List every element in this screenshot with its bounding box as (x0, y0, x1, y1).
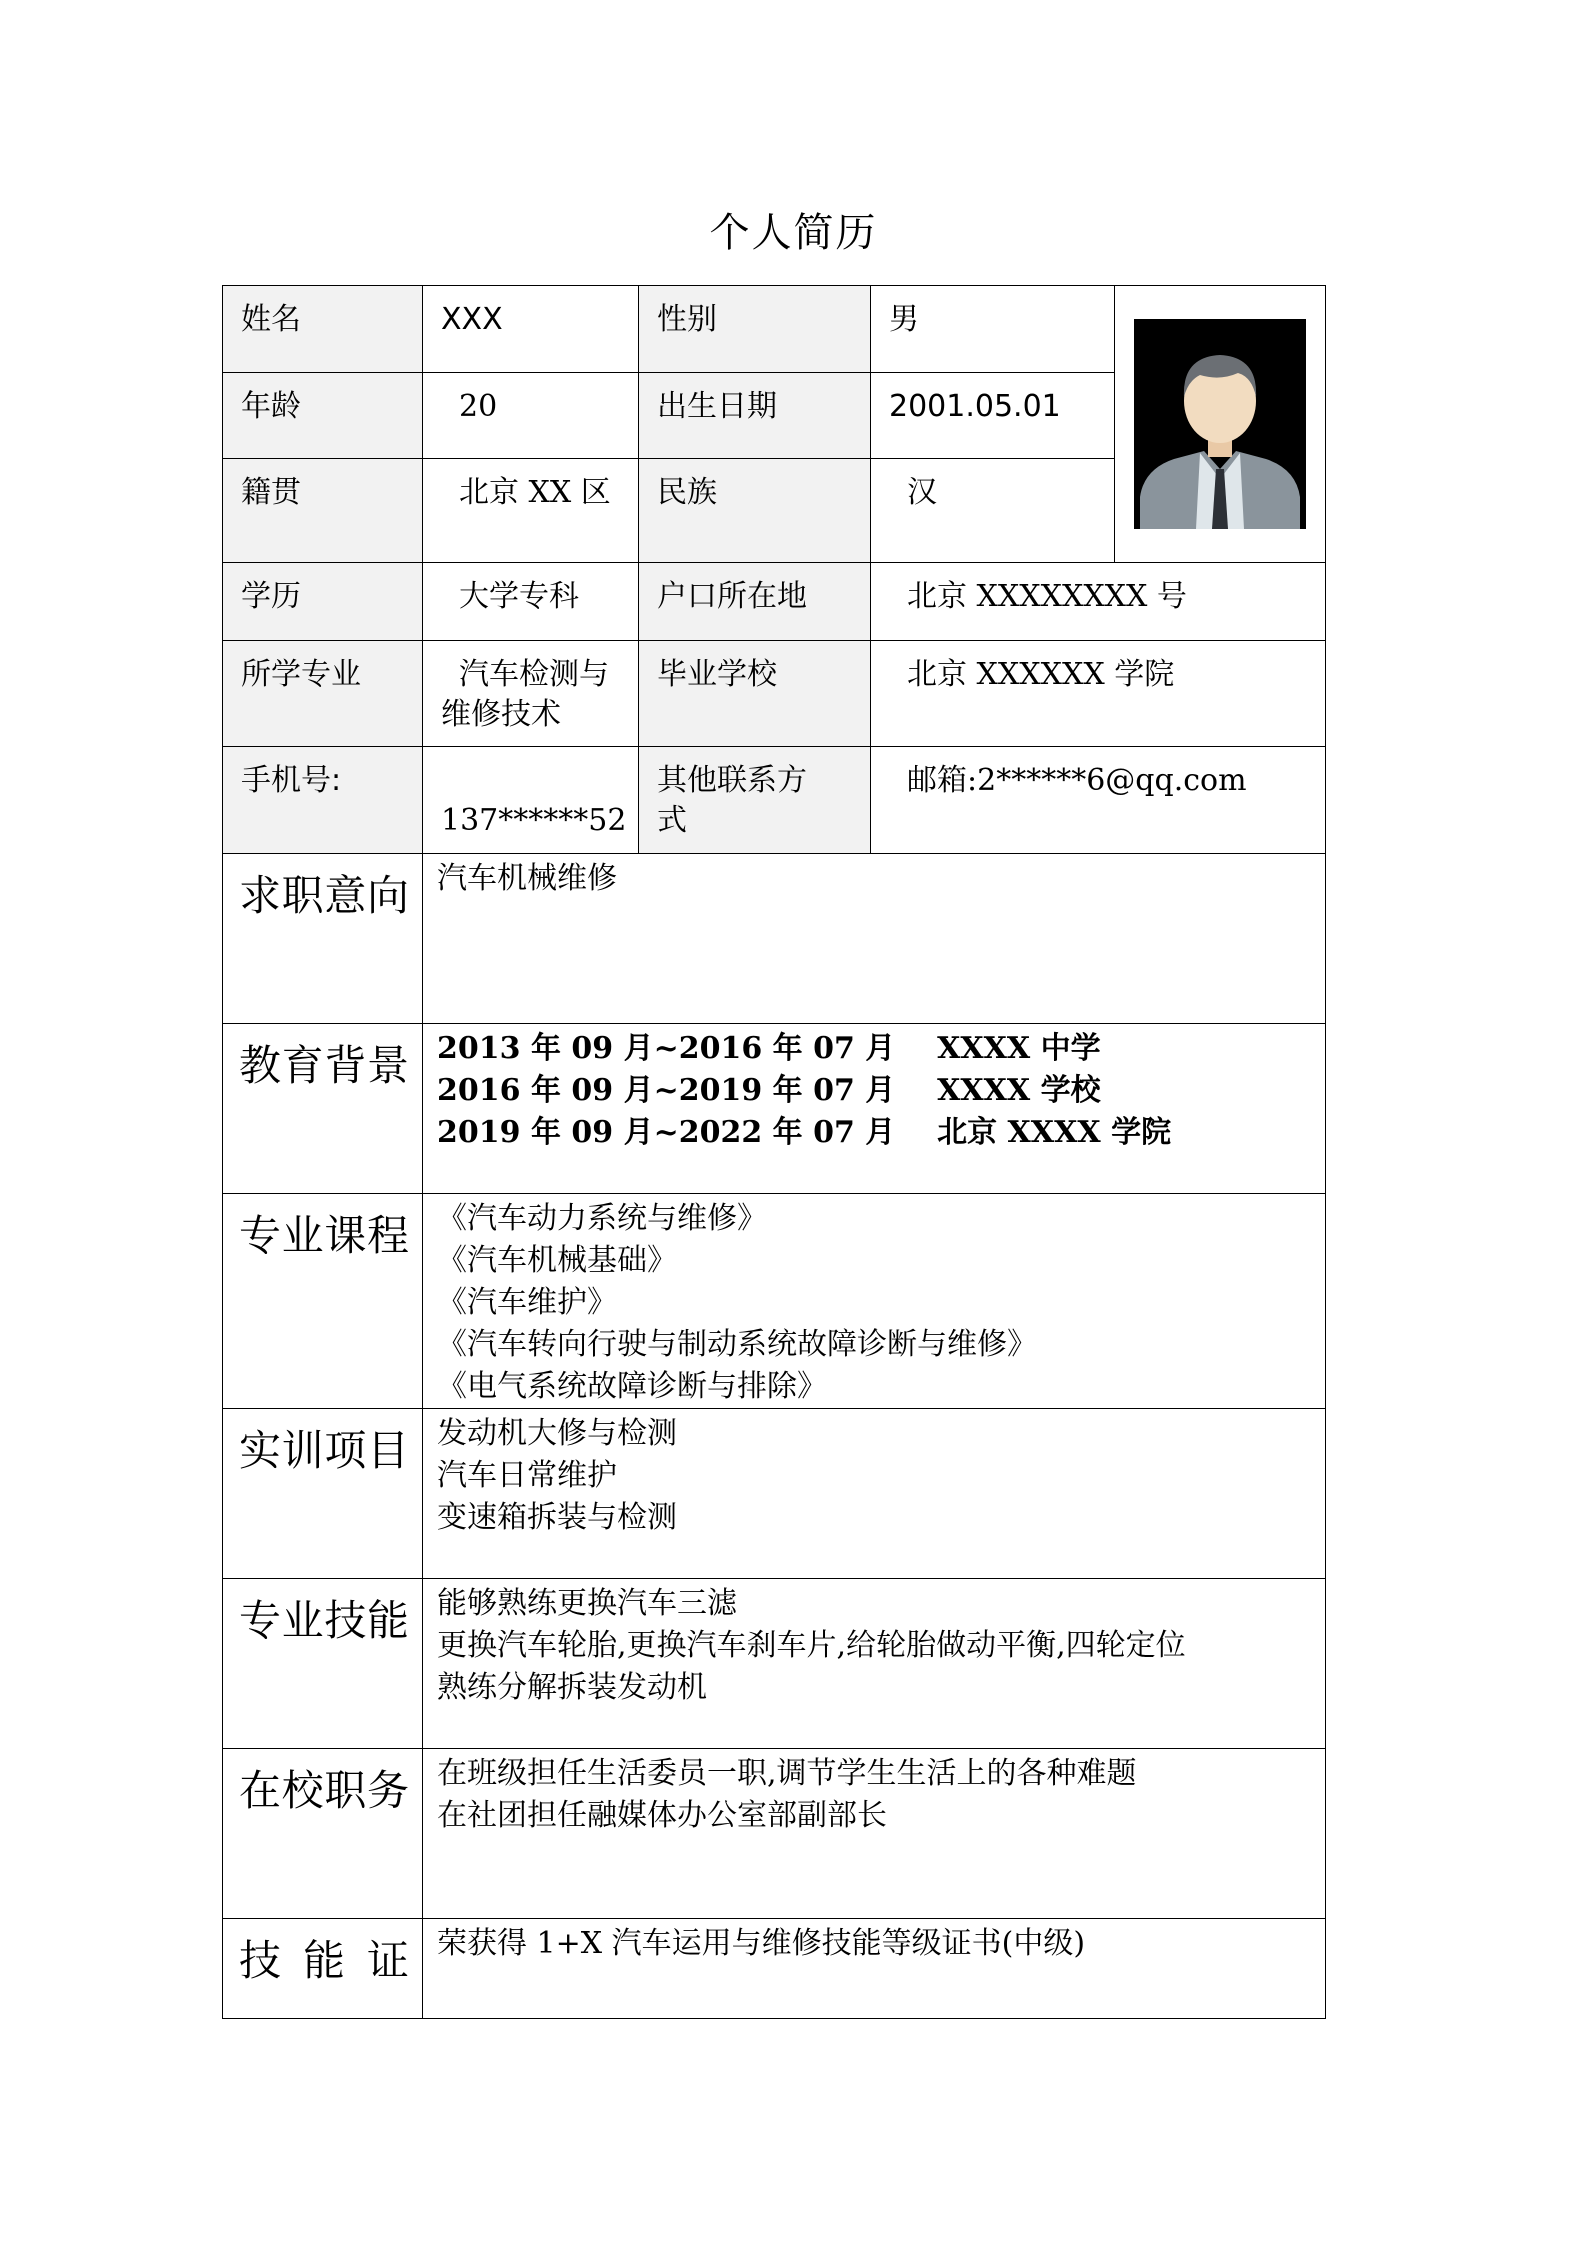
school-value: 北京 XXXXXX 学院 (871, 641, 1326, 747)
skill-item: 能够熟练更换汽车三滤 (437, 1586, 737, 1621)
gender-label: 性别 (639, 286, 871, 373)
course-item: 《汽车转向行驶与制动系统故障诊断与维修》 (437, 1327, 1037, 1362)
course-item: 《电气系统故障诊断与排除》 (437, 1369, 827, 1404)
section-label-certificates: 技能证 (223, 1919, 423, 2019)
section-label-courses: 专业课程 (223, 1194, 423, 1409)
section-education (223, 1024, 1326, 1194)
section-courses (223, 1194, 1326, 1409)
skill-item: 熟练分解拆装发动机 (437, 1670, 707, 1705)
section-content-positions (423, 1749, 1326, 1919)
age-value: 20 (423, 373, 639, 459)
birth-label: 出生日期 (639, 373, 871, 459)
section-training (223, 1409, 1326, 1579)
section-label-skills: 专业技能 (223, 1579, 423, 1749)
position-item: 在班级担任生活委员一职,调节学生生活上的各种难题 (437, 1756, 1137, 1791)
course-item: 《汽车维护》 (437, 1285, 617, 1320)
training-item: 汽车日常维护 (437, 1458, 617, 1493)
major-value: 汽车检测与 维修技术 (423, 641, 639, 747)
name-value: XXX (423, 286, 639, 373)
section-label-training: 实训项目 (223, 1409, 423, 1579)
other-contact-label: 其他联系方 式 (639, 747, 871, 854)
section-intention (223, 854, 1326, 1024)
section-positions (223, 1749, 1326, 1919)
hukou-value: 北京 XXXXXXXX 号 (871, 563, 1326, 641)
section-content-training (423, 1409, 1326, 1579)
basic-info-table (222, 285, 1326, 854)
photo-cell (1115, 286, 1326, 563)
course-item: 《汽车机械基础》 (437, 1243, 677, 1278)
section-certificates (223, 1919, 1326, 2019)
major-label: 所学专业 (223, 641, 423, 747)
education-label: 学历 (223, 563, 423, 641)
training-item: 发动机大修与检测 (437, 1416, 677, 1451)
page-title: 个人简历 (709, 210, 878, 256)
certificate-item: 荣获得 1+X 汽车运用与维修技能等级证书(中级) (437, 1926, 1086, 1961)
education-value: 大学专科 (423, 563, 639, 641)
intention-line: 汽车机械维修 (437, 861, 617, 896)
native-value: 北京 XX 区 (423, 459, 639, 563)
training-item: 变速箱拆装与检测 (437, 1500, 677, 1535)
education-row: 2019 年 09 月~2022 年 07 月 北京 XXXX 学院 (437, 1115, 1172, 1150)
section-content-courses (423, 1194, 1326, 1409)
ethnicity-label: 民族 (639, 459, 871, 563)
phone-label: 手机号: (223, 747, 423, 854)
other-contact-value: 邮箱:2******6@qq.com (871, 747, 1326, 854)
hukou-label: 户口所在地 (639, 563, 871, 641)
section-label-education: 教育背景 (223, 1024, 423, 1194)
skill-item: 更换汽车轮胎,更换汽车刹车片,给轮胎做动平衡,四轮定位 (437, 1628, 1186, 1663)
section-skills (223, 1579, 1326, 1749)
native-label: 籍贯 (223, 459, 423, 563)
education-row: 2016 年 09 月~2019 年 07 月 XXXX 学校 (437, 1073, 1101, 1108)
course-item: 《汽车动力系统与维修》 (437, 1201, 767, 1236)
section-label-positions: 在校职务 (223, 1749, 423, 1919)
education-row: 2013 年 09 月~2016 年 07 月 XXXX 中学 (437, 1031, 1101, 1066)
section-content-skills (423, 1579, 1326, 1749)
section-content-certificates (423, 1919, 1326, 2019)
birth-value: 2001.05.01 (871, 373, 1115, 459)
phone-value: 137******52 (423, 747, 639, 854)
ethnicity-value: 汉 (871, 459, 1115, 563)
school-label: 毕业学校 (639, 641, 871, 747)
gender-value: 男 (871, 286, 1115, 373)
section-label-intention: 求职意向 (223, 854, 423, 1024)
section-content-intention (423, 854, 1326, 1024)
name-label: 姓名 (223, 286, 423, 373)
position-item: 在社团担任融媒体办公室部副部长 (437, 1798, 887, 1833)
avatar-icon (1134, 319, 1306, 529)
resume-sections-table (222, 853, 1326, 2019)
age-label: 年龄 (223, 373, 423, 459)
section-content-education (423, 1024, 1326, 1194)
